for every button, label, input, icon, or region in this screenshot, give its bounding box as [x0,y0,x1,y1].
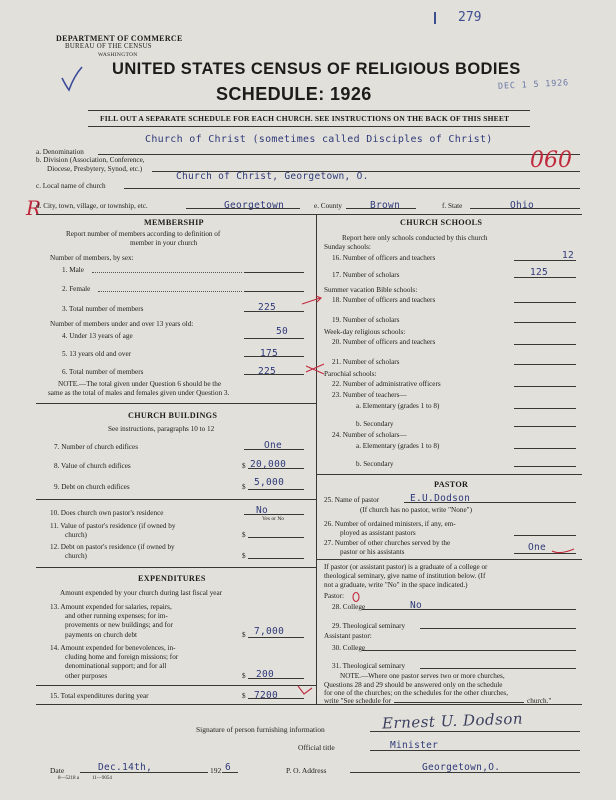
q13-label-3: provements or new buildings; and for [65,621,173,629]
expenditures-sub: Amount expended by your church during last fiscal year [60,589,223,597]
q23b-label: b. Secondary [356,420,394,428]
graduate-rule [316,559,582,560]
county-label: e. County [314,202,342,210]
division-label-1: b. Division (Association, Conference, [36,156,145,164]
q14-value: 200 [256,669,275,680]
state-label: f. State [442,202,463,210]
pastor-note-2: Questions 28 and 29 should be answered only on the schedule [324,681,503,689]
q11-label-2: church) [65,531,87,539]
denomination-label: a. Denomination [36,148,84,156]
membership-note-1: NOTE.—The total given under Question 6 should be the [58,380,222,388]
q27-label-1: 27. Number of other churches served by the [324,539,451,547]
check-mark [60,66,84,92]
buildings-sub: See instructions, paragraphs 10 to 12 [108,425,215,433]
q15-label: 15. Total expenditures during year [50,692,149,700]
city-label: d. City, town, village, or township, etc. [36,202,148,210]
q11-label-1: 11. Value of pastor's residence (if owned by [50,522,176,530]
pastor-label: Pastor: [324,592,344,600]
instructions-bottom-rule [88,126,530,127]
pastor-rule [316,474,582,475]
q15-line [248,698,304,699]
red-pastor-mark [350,590,362,602]
title-value: Minister [390,740,439,751]
q8-line [248,468,304,469]
po-address-line [350,772,580,773]
q23a-label: a. Elementary (grades 1 to 8) [356,402,440,410]
q7-value: One [264,440,283,451]
city-heading: WASHINGTON [98,52,138,58]
q25-hint: (If church has no pastor, write "None") [360,506,472,514]
parochial-schools-label: Parochial schools: [324,370,377,378]
q18-label: 18. Number of officers and teachers [332,296,436,304]
q24a-label: a. Elementary (grades 1 to 8) [356,442,440,450]
division-label-2: Diocese, Presbytery, Synod, etc.) [47,165,143,173]
signature-line [370,731,580,732]
q23-label: 23. Number of teachers— [332,391,407,399]
expenditures-rule [36,567,316,568]
year-suffix: 6 [225,762,232,773]
q20-line [514,344,576,345]
title-label: Official title [298,743,335,752]
q11-dollar: $ [242,531,246,539]
age-intro: Number of members under and over 13 years old: [50,320,194,328]
denomination-value: Church of Christ (sometimes called Disciples of Christ) [145,134,493,145]
q14-dollar: $ [242,672,246,680]
q31-line [420,668,576,669]
county-line [346,208,416,209]
q22-label: 22. Number of administrative officers [332,380,441,388]
column-divider [316,214,317,704]
q17-value: 125 [530,267,549,278]
q3-line [244,311,304,312]
print-code-1: 8—5218 a [58,776,79,781]
q12-line [248,558,304,559]
year-line [222,772,238,773]
schools-sub: Report here only schools conducted by this church [342,234,488,242]
state-line [470,208,580,209]
q15-dollar: $ [242,692,246,700]
q14-label-4: other purposes [65,672,108,680]
q24a-line [514,448,576,449]
q5-line [244,356,304,357]
sunday-schools-label: Sunday schools: [324,243,371,251]
q28-line [362,609,576,610]
q4-value: 50 [276,326,289,337]
q1-line [244,272,304,273]
form-number [434,10,481,25]
q13-label-4: payments on church debt [65,631,138,639]
q29-line [420,628,576,629]
q27-label-2: pastor or his assistants [340,548,405,556]
q5-value: 175 [260,348,279,359]
state-value: Ohio [510,200,535,211]
bureau-heading: BUREAU OF THE CENSUS [65,43,152,50]
red-tick-q15 [296,684,314,698]
buildings-mid-rule [36,499,316,500]
county-value: Brown [370,200,401,211]
q23a-line [514,408,576,409]
q24b-line [514,466,576,467]
q9-value: 5,000 [254,477,285,488]
q30-label: 30. College [332,644,366,652]
q15-value: 7200 [254,690,279,701]
q6-label: 6. Total number of members [62,368,144,376]
members-by-sex: Number of members, by sex: [50,254,134,262]
q21-label: 21. Number of scholars [332,358,400,366]
q25-line [404,502,576,503]
q12-label-1: 12. Debt on pastor's residence (if owned by [50,543,175,551]
q13-value: 7,000 [254,626,285,637]
pastor-note-5-text: church." [527,697,552,705]
q19-line [514,322,576,323]
membership-intro-2: member in your church [130,239,198,247]
q11-line [248,537,304,538]
city-line [186,208,300,209]
q21-line [514,364,576,365]
q4-line [244,338,304,339]
q8-value: 20,000 [250,459,287,470]
q13-label-1: 13. Amount expended for salaries, repairs, [50,603,172,611]
q6-value: 225 [258,366,277,377]
date-value: Dec.14th, [98,762,153,773]
q7-line [244,449,304,450]
vacation-schools-label: Summer vacation Bible schools: [324,286,418,294]
q12-dollar: $ [242,552,246,560]
q14-label-2: cluding home and foreign missions; for [65,653,179,661]
pastor-note-4 [324,697,551,706]
pastor-heading: PASTOR [434,480,469,489]
q30-line [362,650,576,651]
q8-label: 8. Value of church edifices [54,462,131,470]
weekday-schools-label: Week-day religious schools: [324,328,406,336]
q25-label: 25. Name of pastor [324,496,380,504]
title-line [370,750,580,751]
q26-label-1: 26. Number of ordained ministers, if any, em- [324,520,456,528]
main-top-rule [36,214,582,215]
print-code-2: 11—9054 [92,776,112,781]
q13-dollar: $ [242,631,246,639]
q10-hint: Yes or No [262,516,285,522]
q13-line [248,637,304,638]
membership-note-2: same as the total of males and females given under Question 3. [48,389,230,397]
q4-label: 4. Under 13 years of age [62,332,133,340]
expenditures-heading: EXPENDITURES [138,574,206,583]
q31-label: 31. Theological seminary [332,662,406,670]
q26-label-2: ployed as assistant pastors [340,529,416,537]
q23b-line [514,426,576,427]
form-number-value: 279 [458,10,482,25]
q1-label: 1. Male [62,266,84,274]
instructions-top-rule [88,110,530,111]
q1-leader [92,272,242,273]
q17-label: 17. Number of scholars [332,271,400,279]
q26-line [514,535,576,536]
graduate-note-2: theological seminary, give name of institution below. (If [324,572,486,580]
department-heading: DEPARTMENT OF COMMERCE [56,34,183,43]
q17-line [514,277,576,278]
q10-line [244,514,304,515]
q29-label: 29. Theological seminary [332,622,406,630]
pastor-note-1: NOTE.—Where one pastor serves two or more churches, [340,672,505,680]
membership-intro-1: Report number of members according to definition of [66,230,221,238]
local-name-line [124,188,580,189]
q28-label: 28. College [332,603,366,611]
signature-label: Signature of person furnishing information [196,725,325,734]
received-date-stamp: DEC 1 5 1926 [497,78,570,92]
q2-leader [98,291,242,292]
q22-line [514,386,576,387]
q14-line [248,678,304,679]
document-title: UNITED STATES CENSUS OF RELIGIOUS BODIES [112,60,521,78]
red-r-mark: R [26,196,42,220]
q7-label: 7. Number of church edifices [54,443,139,451]
q12-label-2: church) [65,552,87,560]
q28-value: No [410,600,423,611]
q15-rule [36,685,316,686]
q20-label: 20. Number of officers and teachers [332,338,436,346]
graduate-note-1: If pastor (or assistant pastor) is a graduate of a college or [324,563,488,571]
q14-label-3: denominational support; and for all [65,662,167,670]
date-label: Date [50,766,65,775]
q2-label: 2. Female [62,285,91,293]
q10-value: No [256,505,269,516]
instructions-banner: FILL OUT A SEPARATE SCHEDULE FOR EACH CHURCH. SEE INSTRUCTIONS ON THE BACK OF THIS SHEET [100,114,510,123]
q24-label: 24. Number of scholars— [332,431,407,439]
membership-heading: MEMBERSHIP [144,218,204,227]
q16-label: 16. Number of officers and teachers [332,254,436,262]
q3-label: 3. Total number of members [62,305,144,313]
buildings-heading: CHURCH BUILDINGS [128,411,218,420]
q25-value: E.U.Dodson [410,493,471,504]
pastor-note-4-text: write "See schedule for [324,697,391,705]
year-prefix: 192 [210,766,222,775]
q24b-label: b. Secondary [356,460,394,468]
po-address-value: Georgetown,O. [422,762,501,773]
buildings-rule [36,403,316,404]
graduate-note-3: not a graduate, write "No" in the space indicated.) [324,581,468,589]
q9-line [248,489,304,490]
city-value: Georgetown [224,200,285,211]
q2-line [244,291,304,292]
local-name-value: Church of Christ, Georgetown, O. [176,171,369,182]
red-tick-q27 [550,543,576,557]
q3-value: 225 [258,302,277,313]
pastor-note-3: for one of the churches; on the schedules for the other churches, [324,689,509,697]
date-line [80,772,208,773]
q13-label-2: and other running expenses; for im- [65,612,168,620]
red-code: 060 [530,148,572,173]
q8-dollar: $ [242,462,246,470]
q9-label: 9. Debt on church edifices [54,483,130,491]
red-tick-q18 [300,294,324,312]
q18-line [514,302,576,303]
q27-value: One [528,542,547,553]
q9-dollar: $ [242,483,246,491]
q6-line [244,374,304,375]
signature-value: Ernest U. Dodson [381,709,524,733]
q16-line [514,260,576,261]
po-address-label: P. O. Address [286,766,327,775]
assistant-pastor-label: Assistant pastor: [324,632,372,640]
q19-label: 19. Number of scholars [332,316,400,324]
red-tick-q6 [304,360,328,378]
local-name-label: c. Local name of church [36,182,106,190]
schools-heading: CHURCH SCHOOLS [400,218,483,227]
schedule-title: SCHEDULE: 1926 [216,84,372,104]
q5-label: 5. 13 years old and over [62,350,132,358]
denomination-line [98,154,580,155]
q10-label: 10. Does church own pastor's residence [50,509,164,517]
q16-value: 12 [562,250,575,261]
q14-label-1: 14. Amount expended for benevolences, in- [50,644,176,652]
